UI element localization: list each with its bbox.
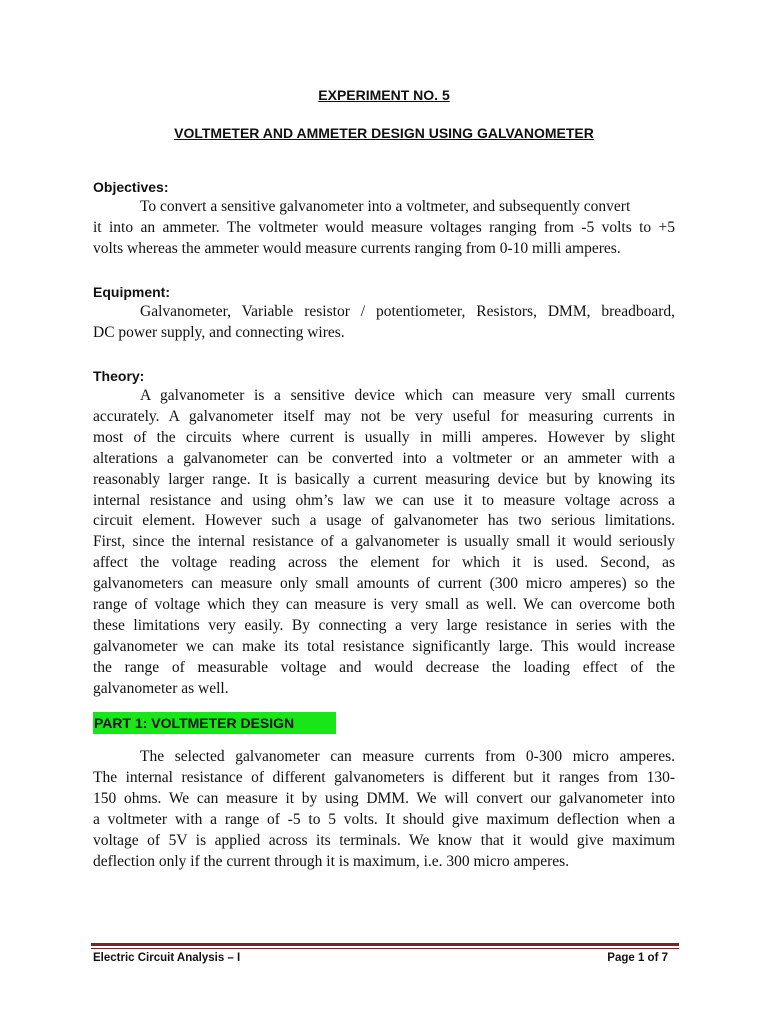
footer-page-number: Page 1 of 7 [607,952,668,964]
footer-course-name: Electric Circuit Analysis – I [93,952,241,964]
equipment-line: Galvanometer, Variable resistor / potentiometer, Resistors, DMM, breadboard, [140,303,675,320]
theory-line: range of voltage which they can measure is very small as well. We can overcome both [93,596,675,614]
theory-line: affect the voltage reading across the element for which it is used. Second, as [93,554,675,572]
objectives-line: volts whereas the ammeter would measure currents ranging from 0-10 milli amperes. [93,239,621,257]
part1-line: voltage of 5V is applied across its terminals. We know that it would give maximum [93,831,675,849]
objectives-heading: Objectives: [93,179,169,195]
theory-heading: Theory: [93,368,145,384]
theory-line: alterations a galvanometer can be converted into a voltmeter or an ammeter with a [93,449,675,467]
part1-paragraph [93,747,675,872]
theory-line: accurately. A galvanometer itself may not be very useful for measuring currents in [93,407,675,425]
footer-rule-thick [91,943,679,946]
part1-line: The selected galvanometer can measure currents from 0-300 micro amperes. [140,748,675,765]
objectives-line: it into an ammeter. The voltmeter would measure voltages ranging from -5 volts to +5 [93,218,675,236]
theory-line: reasonably larger range. It is basically a current measuring device but by knowing its [93,470,675,488]
footer-rule-thin [91,948,679,949]
theory-line: the range of measurable voltage and would decrease the loading effect of the [93,658,675,676]
objectives-paragraph [93,197,675,260]
part1-heading: PART 1: VOLTMETER DESIGN [94,715,295,731]
part1-line: The internal resistance of different galvanometers is different but it ranges from 130- [93,768,675,786]
document-subtitle: VOLTMETER AND AMMETER DESIGN USING GALVANOMETER [174,125,594,141]
theory-line: circuit element. However such a usage of galvanometer has two serious limitations. [93,512,675,530]
equipment-paragraph [93,302,675,344]
equipment-heading: Equipment: [93,284,170,300]
part1-line: 150 ohms. We can measure it by using DMM. We will convert our galvanometer into [93,789,675,807]
theory-line: internal resistance and using ohm’s law we can use it to measure voltage across a [93,491,675,509]
theory-paragraph [93,386,675,700]
theory-line: most of the circuits where current is usually in milli amperes. However by slight [93,428,675,446]
theory-line: galvanometers can measure only small amounts of current (300 micro amperes) so the [93,575,675,593]
part1-line: deflection only if the current through it is maximum, i.e. 300 micro amperes. [93,852,570,870]
theory-line: First, since the internal resistance of a galvanometer is usually small it would seriously [93,533,675,551]
part1-line: a voltmeter with a range of -5 to 5 volts. It should give maximum deflection when a [93,810,675,828]
theory-line: galvanometer as well. [93,679,229,697]
objectives-line: To convert a sensitive galvanometer into a voltmeter, and subsequently convert [140,198,631,215]
theory-line: galvanometer we can make its total resistance significantly large. This would increase [93,637,675,655]
part1-heading-highlight [93,712,336,734]
document-title: EXPERIMENT NO. 5 [318,87,450,103]
theory-line: these limitations very easily. By connecting a very large resistance in series with the [93,616,675,634]
equipment-line: DC power supply, and connecting wires. [93,323,345,341]
theory-line: A galvanometer is a sensitive device which can measure very small currents [140,387,675,404]
